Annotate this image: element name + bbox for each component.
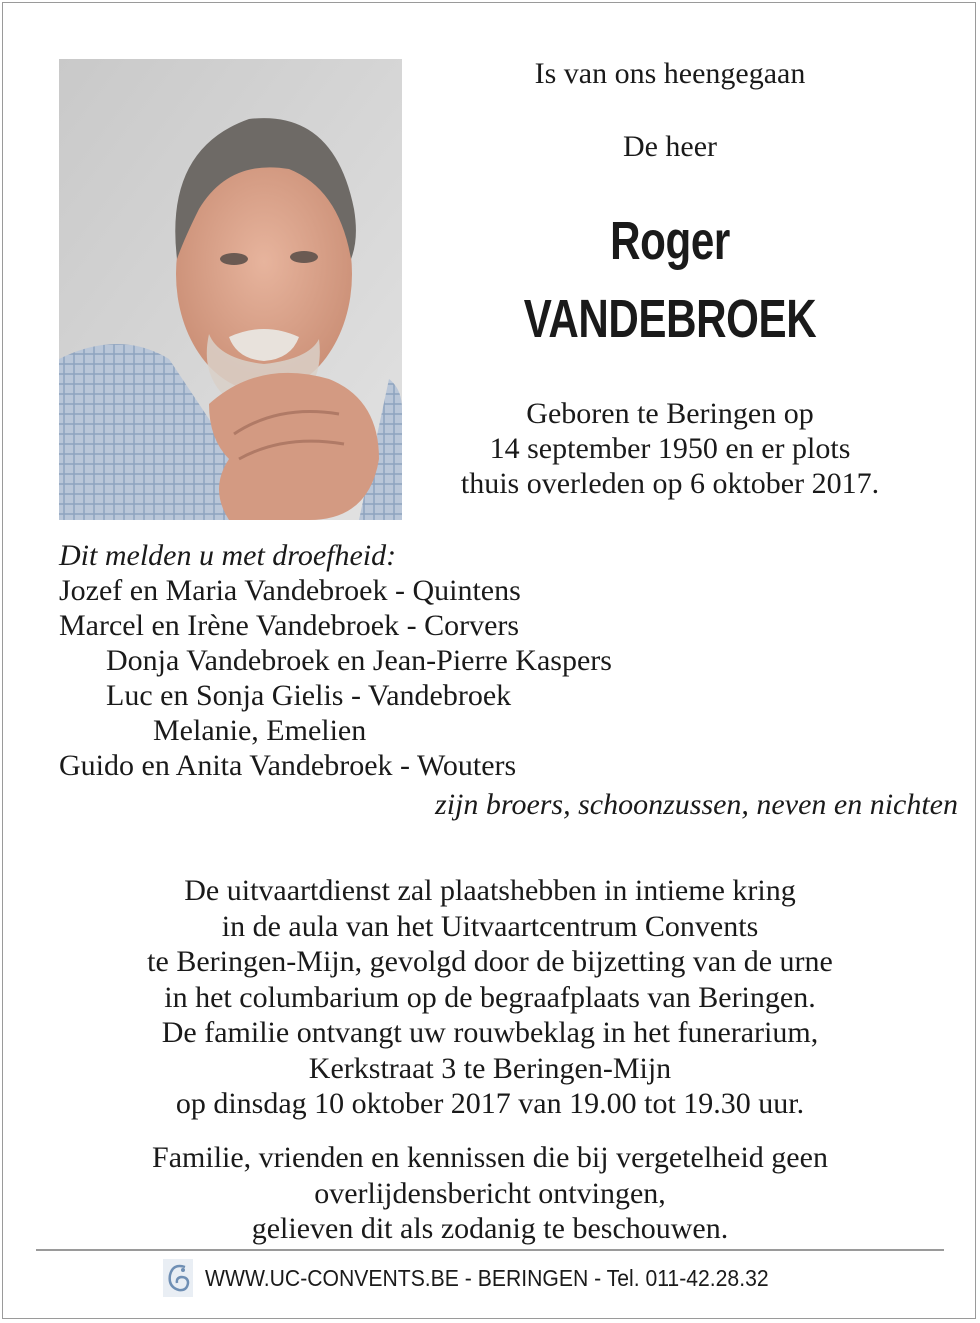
notice-text [40, 1140, 940, 1247]
service-line: in het columbarium op de begraafplaats van Beringen. [164, 980, 816, 1014]
mourner-line: Donja Vandebroek en Jean-Pierre Kaspers [106, 644, 612, 677]
footer-contact: WWW.UC-CONVENTS.BE - BERINGEN - Tel. 011-42.28.32 [204, 1264, 769, 1291]
birth-line: Geboren te Beringen op [526, 397, 814, 430]
footer-divider [36, 1249, 944, 1251]
service-line: De uitvaartdienst zal plaatshebben in intieme kring [184, 874, 796, 907]
service-line: op dinsdag 10 oktober 2017 van 19.00 tot 19.30 uur. [175, 1087, 805, 1120]
service-line: Kerkstraat 3 te Beringen-Mijn [308, 1051, 672, 1085]
relation-line: zijn broers, schoonzussen, neven en nichten [435, 788, 958, 821]
notice-line: gelieven dit als zodanig te beschouwen. [251, 1212, 729, 1245]
mourner-line: Melanie, Emelien [153, 714, 367, 747]
notice-line: overlijdensbericht ontvingen, [314, 1176, 666, 1210]
service-info [40, 873, 940, 1122]
funeral-home-logo-icon [163, 1259, 193, 1297]
birth-death-text [402, 396, 938, 501]
deceased-first-name: Roger [610, 211, 730, 271]
service-line: De familie ontvangt uw rouwbeklag in het funerarium, [161, 1016, 819, 1049]
mourners-list [59, 538, 939, 783]
service-line: in de aula van het Uitvaartcentrum Convents [221, 909, 759, 943]
portrait-photo [59, 59, 402, 520]
mourner-line: Guido en Anita Vandebroek - Wouters [59, 749, 517, 782]
deceased-last-name: VANDEBROEK [523, 289, 817, 349]
intro-line: Is van ons heengegaan [534, 57, 806, 90]
mourner-line: Luc en Sonja Gielis - Vandebroek [106, 679, 512, 712]
mourner-line: Jozef en Maria Vandebroek - Quintens [59, 574, 521, 607]
service-line: te Beringen-Mijn, gevolgd door de bijzetting van de urne [147, 945, 833, 978]
mourners-heading: Dit melden u met droefheid: [59, 539, 397, 572]
notice-line: Familie, vrienden en kennissen die bij vergetelheid geen [152, 1141, 828, 1174]
birth-line: 14 september 1950 en er plots [489, 432, 851, 465]
birth-line: thuis overleden op 6 oktober 2017. [460, 467, 880, 500]
mourner-line: Marcel en Irène Vandebroek - Corvers [59, 609, 520, 642]
footer [0, 1258, 980, 1298]
title-line: De heer [622, 130, 718, 163]
